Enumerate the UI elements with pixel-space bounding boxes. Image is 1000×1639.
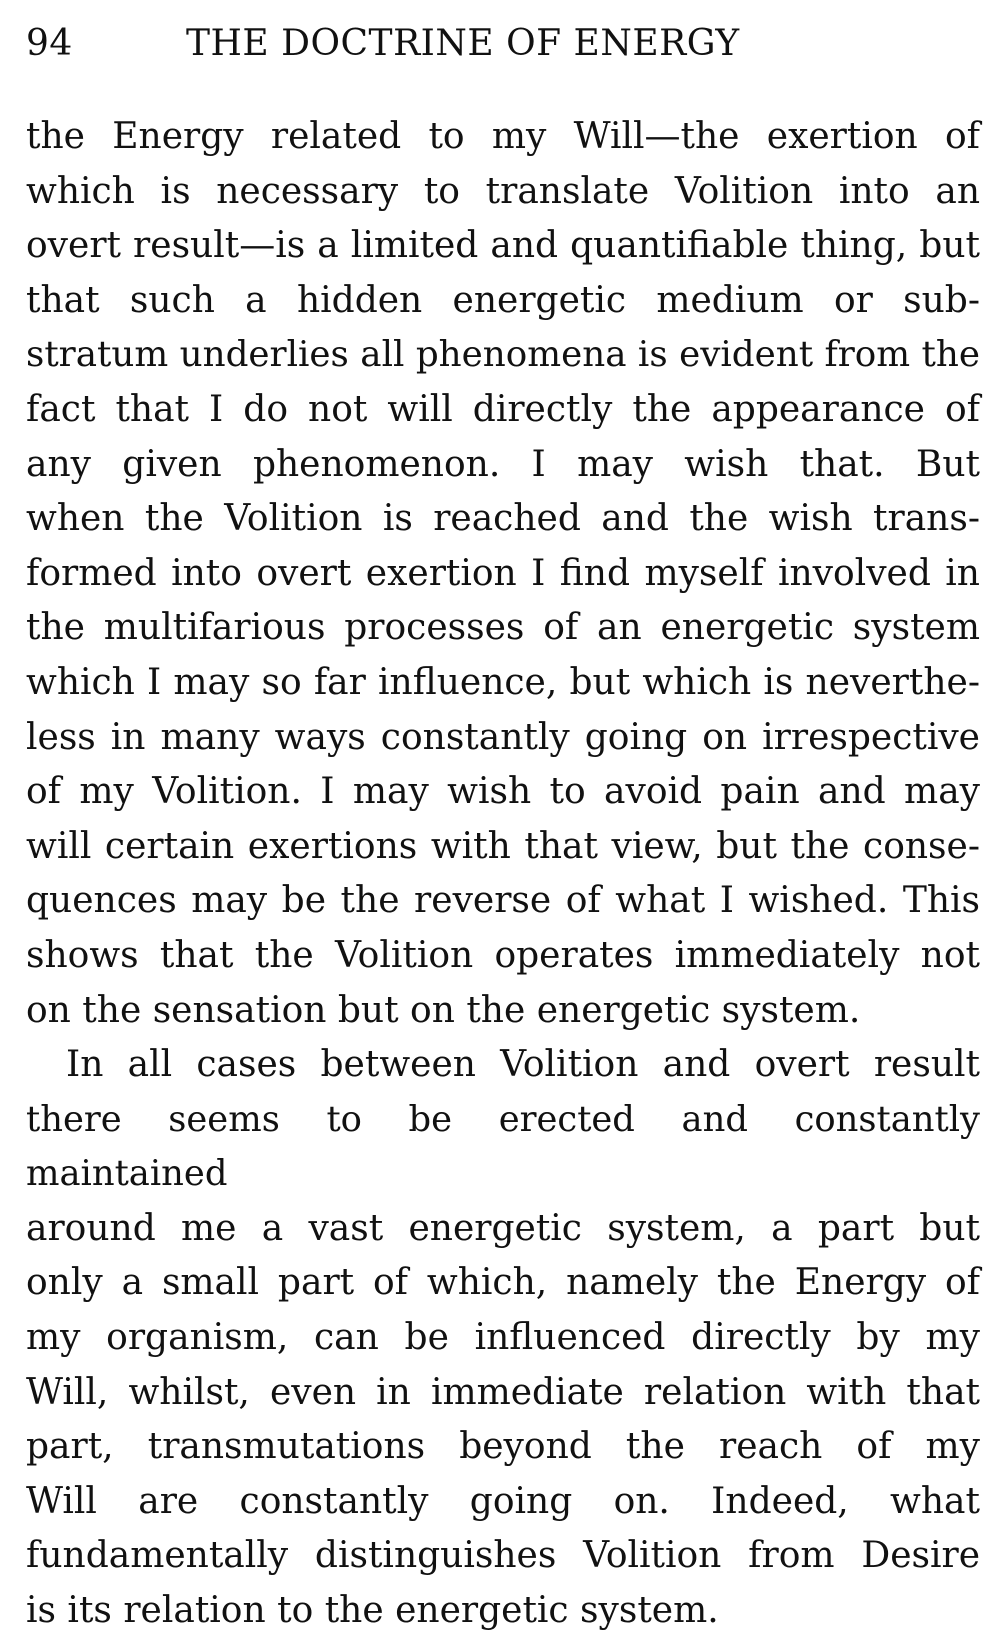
text-line: shows that the Volition operates immediately not — [26, 934, 980, 976]
text-line: the Energy related to my Will—the exertion of — [26, 116, 980, 157]
page-number: 94 — [26, 23, 73, 64]
text-line: that such a hidden energetic medium or sub- — [26, 279, 980, 321]
book-page — [26, 18, 980, 1639]
text-line: of my Volition. I may wish to avoid pain and may — [26, 771, 980, 813]
text-line: fact that I do not will directly the appearance of — [26, 388, 980, 430]
text-line: my organism, can be influenced directly by my — [26, 1317, 980, 1359]
text-line: which is necessary to translate Volition into an — [26, 170, 980, 212]
text-line: any given phenomenon. I may wish that. But — [26, 443, 980, 485]
text-line: fundamentally distinguishes Volition from Desire — [26, 1535, 980, 1577]
text-line: quences may be the reverse of what I wished. This — [26, 880, 980, 922]
text-line: part, transmutations beyond the reach of my — [26, 1426, 980, 1468]
page-body — [26, 110, 980, 1639]
text-line: will certain exertions with that view, but the conse- — [26, 825, 980, 867]
text-line: only a small part of which, namely the Energy of — [26, 1262, 980, 1304]
text-line: there seems to be erected and constantly maintained — [26, 1098, 980, 1195]
text-line: on the sensation but on the energetic system. — [26, 989, 861, 1031]
text-line: stratum underlies all phenomena is evident from the — [26, 334, 980, 376]
text-line: formed into overt exertion I find myself involved in — [26, 552, 980, 594]
paragraph-1 — [26, 110, 980, 1038]
text-line: Will are constantly going on. Indeed, what — [26, 1480, 980, 1522]
text-line: less in many ways constantly going on irrespective — [26, 716, 980, 758]
text-line: overt result—is a limited and quantifiable thing, but — [26, 225, 980, 267]
text-line: the multifarious processes of an energetic system — [26, 607, 980, 649]
text-line: In all cases between Volition and overt result — [66, 1044, 980, 1086]
text-line: is its relation to the energetic system. — [26, 1590, 719, 1632]
text-line: which I may so far influence, but which is neverthe- — [26, 661, 980, 703]
text-line: Will, whilst, even in immediate relation with that — [26, 1371, 980, 1413]
paragraph-2 — [26, 1038, 980, 1639]
text-line: when the Volition is reached and the wish trans- — [26, 498, 980, 540]
page-header — [26, 18, 980, 70]
text-line: around me a vast energetic system, a part but — [26, 1207, 980, 1249]
running-head: THE DOCTRINE OF ENERGY — [186, 23, 740, 64]
